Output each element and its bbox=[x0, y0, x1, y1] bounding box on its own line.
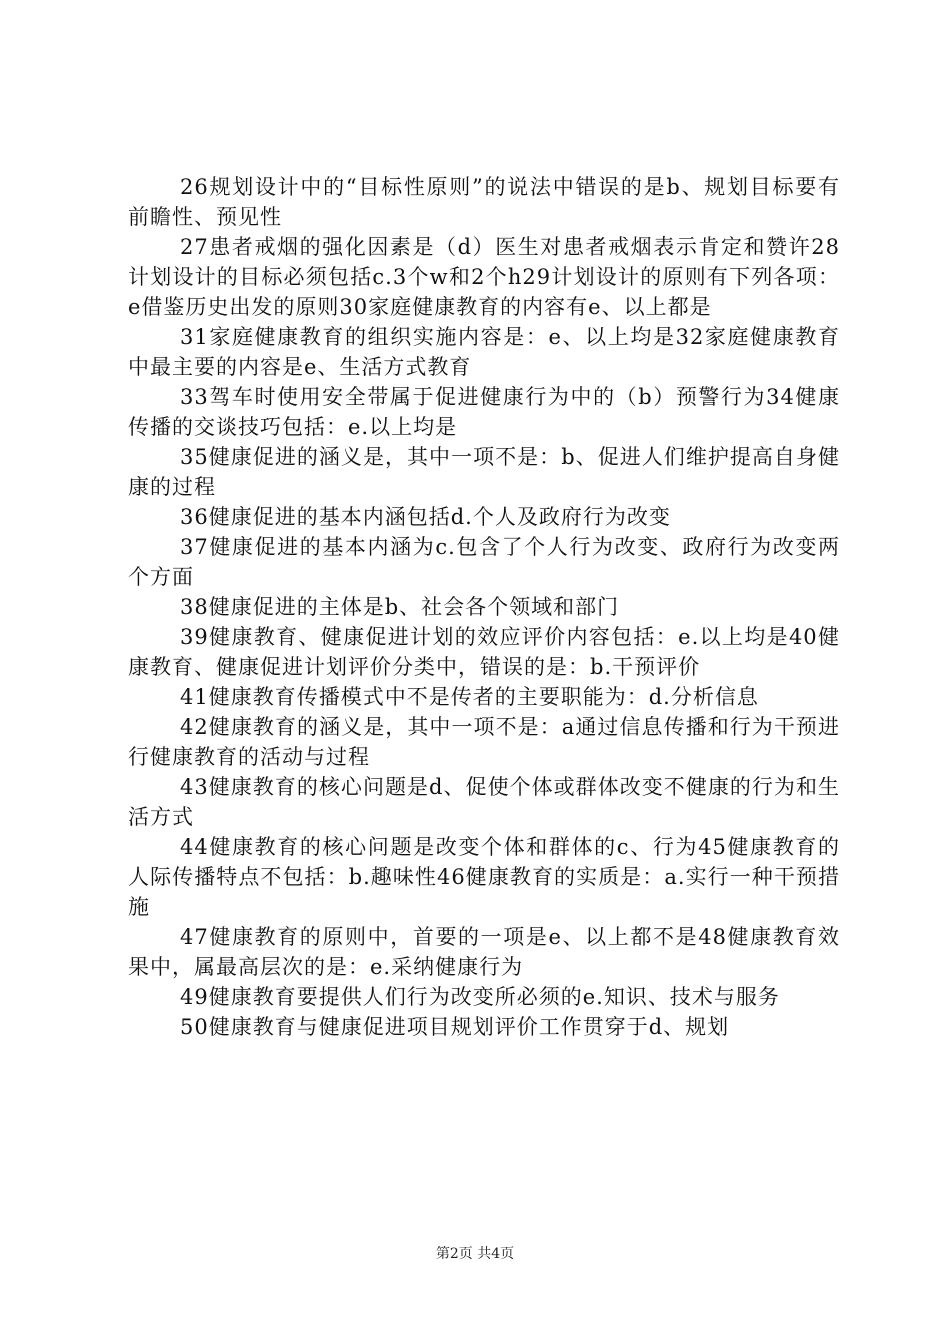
paragraph-35: 35健康促进的涵义是，其中一项不是：b、促进人们维护提高自身健康的过程 bbox=[128, 445, 840, 499]
paragraph-36: 36健康促进的基本内涵包括d.个人及政府行为改变 bbox=[180, 505, 671, 529]
paragraph-39-40: 39健康教育、健康促进计划的效应评价内容包括：e.以上均是40健康教育、健康促进计划评价分类中，错误的是：b.干预评价 bbox=[128, 625, 840, 679]
paragraph-43: 43健康教育的核心问题是d、促使个体或群体改变不健康的行为和生活方式 bbox=[128, 775, 840, 829]
paragraph-50: 50健康教育与健康促进项目规划评价工作贯穿于d、规划 bbox=[180, 1015, 730, 1039]
document-body bbox=[128, 172, 840, 1042]
paragraph-38: 38健康促进的主体是b、社会各个领域和部门 bbox=[180, 595, 620, 619]
paragraph-37: 37健康促进的基本内涵为c.包含了个人行为改变、政府行为改变两个方面 bbox=[128, 535, 840, 589]
paragraph-42: 42健康教育的涵义是，其中一项不是：a通过信息传播和行为干预进行健康教育的活动与过程 bbox=[128, 715, 840, 769]
page-number-footer: 第2页 共4页 bbox=[435, 1246, 515, 1262]
paragraph-27-30: 27患者戒烟的强化因素是（d）医生对患者戒烟表示肯定和赞许28计划设计的目标必须包括c.3个w和2个h29计划设计的原则有下列各项：e借鉴历史出发的原则30家庭健康教育的内容有e、以上都是 bbox=[128, 235, 840, 319]
paragraph-41: 41健康教育传播模式中不是传者的主要职能为：d.分析信息 bbox=[180, 685, 759, 709]
paragraph-47-48: 47健康教育的原则中，首要的一项是e、以上都不是48健康教育效果中，属最高层次的是：e.采纳健康行为 bbox=[128, 925, 840, 979]
paragraph-33-34: 33驾车时使用安全带属于促进健康行为中的（b）预警行为34健康传播的交谈技巧包括：e.以上均是 bbox=[128, 385, 840, 439]
paragraph-44-46: 44健康教育的核心问题是改变个体和群体的c、行为45健康教育的人际传播特点不包括：b.趣味性46健康教育的实质是：a.实行一种干预措施 bbox=[128, 835, 840, 919]
paragraph-49: 49健康教育要提供人们行为改变所必须的e.知识、技术与服务 bbox=[180, 985, 780, 1009]
paragraph-31-32: 31家庭健康教育的组织实施内容是：e、以上均是32家庭健康教育中最主要的内容是e、生活方式教育 bbox=[128, 325, 840, 379]
paragraph-26: 26规划设计中的“目标性原则”的说法中错误的是b、规划目标要有前瞻性、预见性 bbox=[128, 175, 840, 229]
